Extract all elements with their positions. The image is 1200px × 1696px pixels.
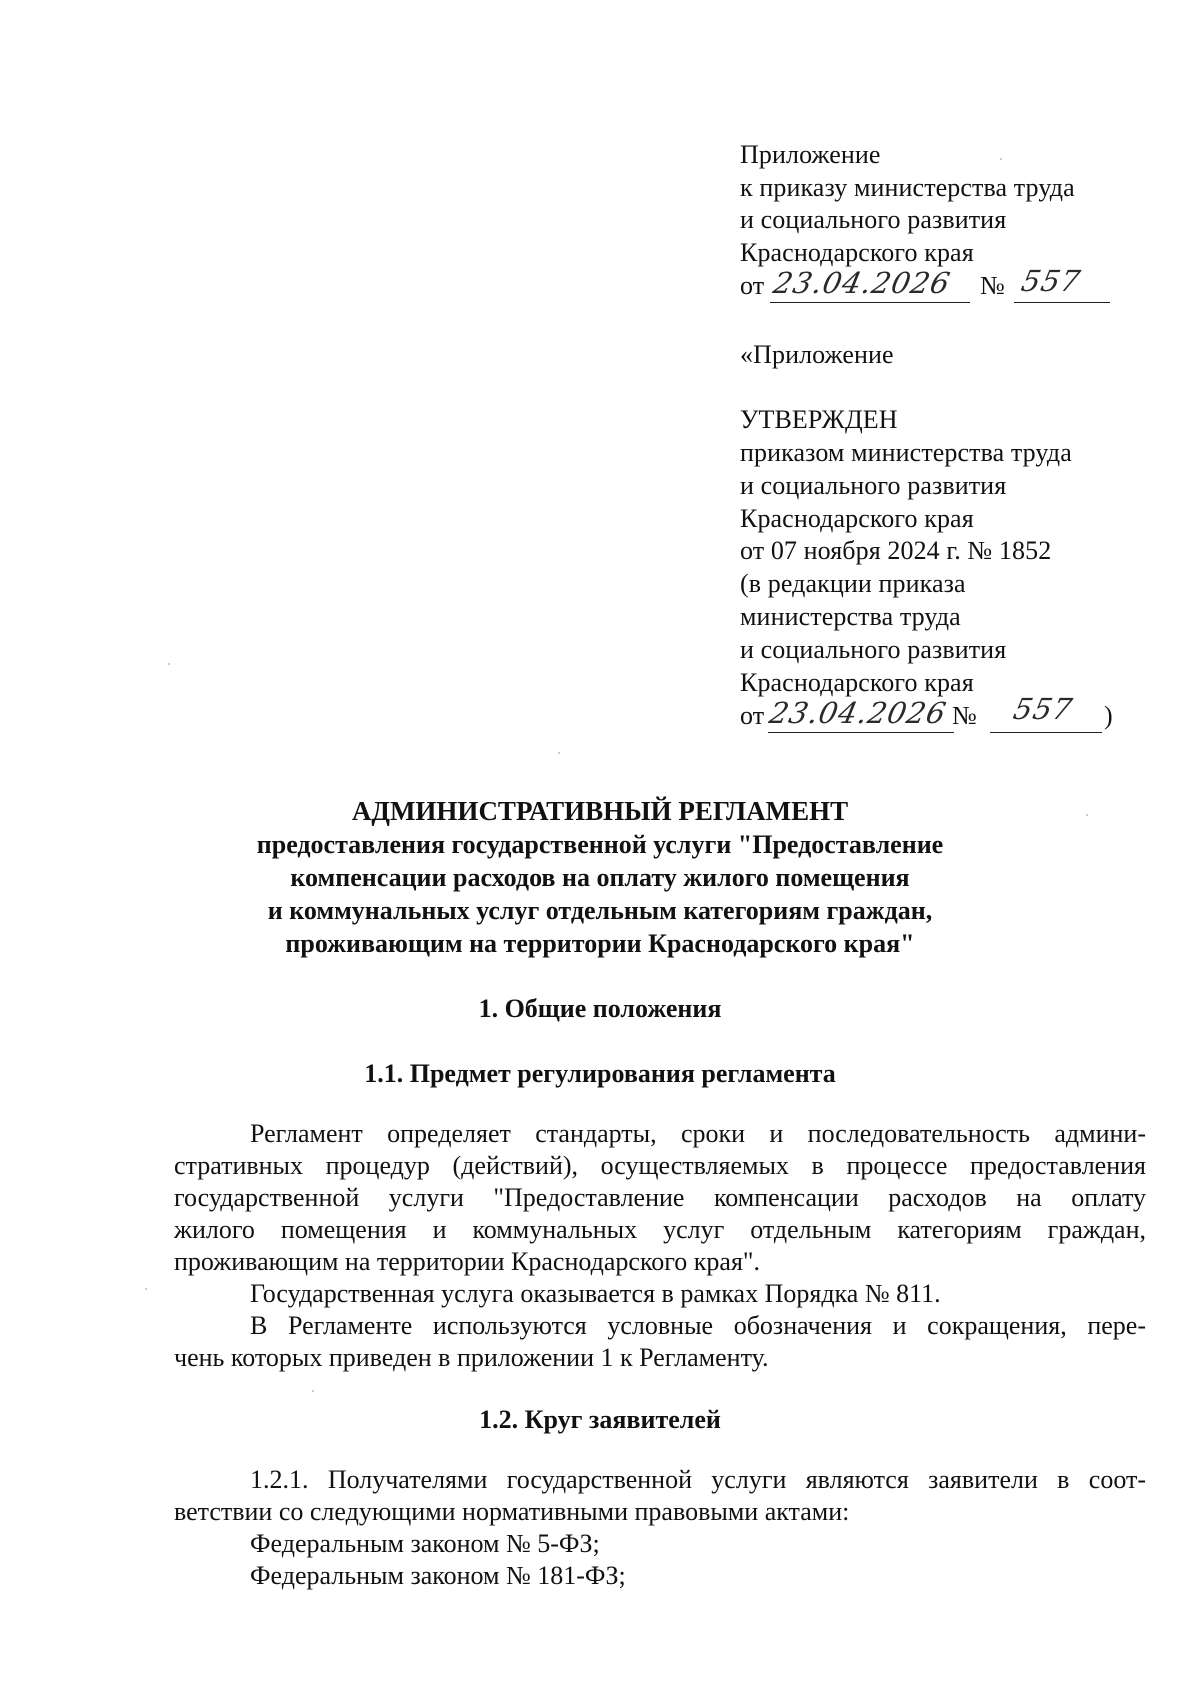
list-item: Федеральным законом № 181-ФЗ;	[250, 1561, 626, 1590]
scan-speck	[312, 1390, 314, 1392]
appendix-label: Приложение	[740, 140, 881, 169]
paragraph-line: проживающим на территории Краснодарского края".	[174, 1247, 761, 1276]
approval-stamp-text: УТВЕРЖДЕН	[740, 405, 898, 434]
list-item: Федеральным законом № 5-ФЗ;	[250, 1529, 600, 1558]
handwritten-date: 23.04.2026	[766, 696, 950, 730]
title-main: АДМИНИСТРАТИВНЫЙ РЕГЛАМЕНТ	[351, 796, 849, 826]
approval-line: и социального развития	[740, 471, 1007, 500]
subsection-heading: 1.1. Предмет регулирования регламента	[364, 1059, 836, 1088]
number-sign: №	[952, 701, 977, 730]
subsection-heading: 1.2. Круг заявителей	[479, 1405, 721, 1434]
approval-line: приказом министерства труда	[740, 438, 1072, 467]
paragraph-line: Регламент определяет стандарты, сроки и последовательность админи-	[250, 1119, 1146, 1148]
number-underline	[990, 732, 1102, 733]
approval-line: Краснодарского края	[740, 668, 974, 697]
title-line: компенсации расходов на оплату жилого помещения	[290, 863, 910, 892]
appendix-line: и социального развития	[740, 205, 1007, 234]
appendix-line: к приказу министерства труда	[740, 173, 1075, 202]
date-underline	[770, 302, 970, 303]
section-heading: 1. Общие положения	[478, 994, 722, 1023]
handwritten-date: 23.04.2026	[770, 266, 954, 300]
paragraph-line: 1.2.1. Получателями государственной услуги являются заявители в соот-	[250, 1465, 1146, 1494]
title-line: предоставления государственной услуги "Предоставление	[256, 830, 944, 859]
approval-line: от 07 ноября 2024 г. № 1852	[740, 536, 1052, 565]
approval-line: Краснодарского края	[740, 504, 974, 533]
paragraph-line: жилого помещения и коммунальных услуг отдельным категориям граждан,	[174, 1215, 1146, 1244]
appendix-line: Краснодарского края	[740, 238, 974, 267]
paragraph-line: государственной услуги "Предоставление компенсации расходов на оплату	[174, 1183, 1146, 1212]
scan-speck	[145, 1288, 147, 1290]
date-prefix: от	[740, 271, 765, 300]
closing-paren: )	[1104, 701, 1113, 730]
scan-speck	[558, 752, 560, 754]
scan-speck	[168, 663, 170, 665]
approval-line: (в редакции приказа	[740, 569, 966, 598]
number-underline	[1014, 302, 1110, 303]
paragraph-line: чень которых приведен в приложении 1 к Регламенту.	[174, 1343, 769, 1372]
approval-line: и социального развития	[740, 635, 1007, 664]
handwritten-number: 557	[1018, 264, 1084, 298]
title-line: и коммунальных услуг отдельным категориям граждан,	[267, 896, 933, 925]
handwritten-number: 557	[1010, 692, 1076, 726]
paragraph-line: В Регламенте используются условные обозначения и сокращения, пере-	[250, 1311, 1146, 1340]
paragraph-line: ветствии со следующими нормативными правовыми актами:	[174, 1497, 850, 1526]
date-prefix: от	[740, 701, 765, 730]
number-sign: №	[980, 271, 1005, 300]
scan-speck	[1000, 158, 1002, 160]
paragraph: Государственная услуга оказывается в рамках Порядка № 811.	[250, 1279, 941, 1308]
paragraph-line: стративных процедур (действий), осуществляемых в процессе предоставления	[174, 1151, 1146, 1180]
scan-speck	[1086, 814, 1088, 816]
appendix-quote-label: «Приложение	[740, 340, 894, 369]
title-line: проживающим на территории Краснодарского края"	[285, 929, 915, 958]
date-underline	[768, 732, 954, 733]
approval-line: министерства труда	[740, 602, 961, 631]
